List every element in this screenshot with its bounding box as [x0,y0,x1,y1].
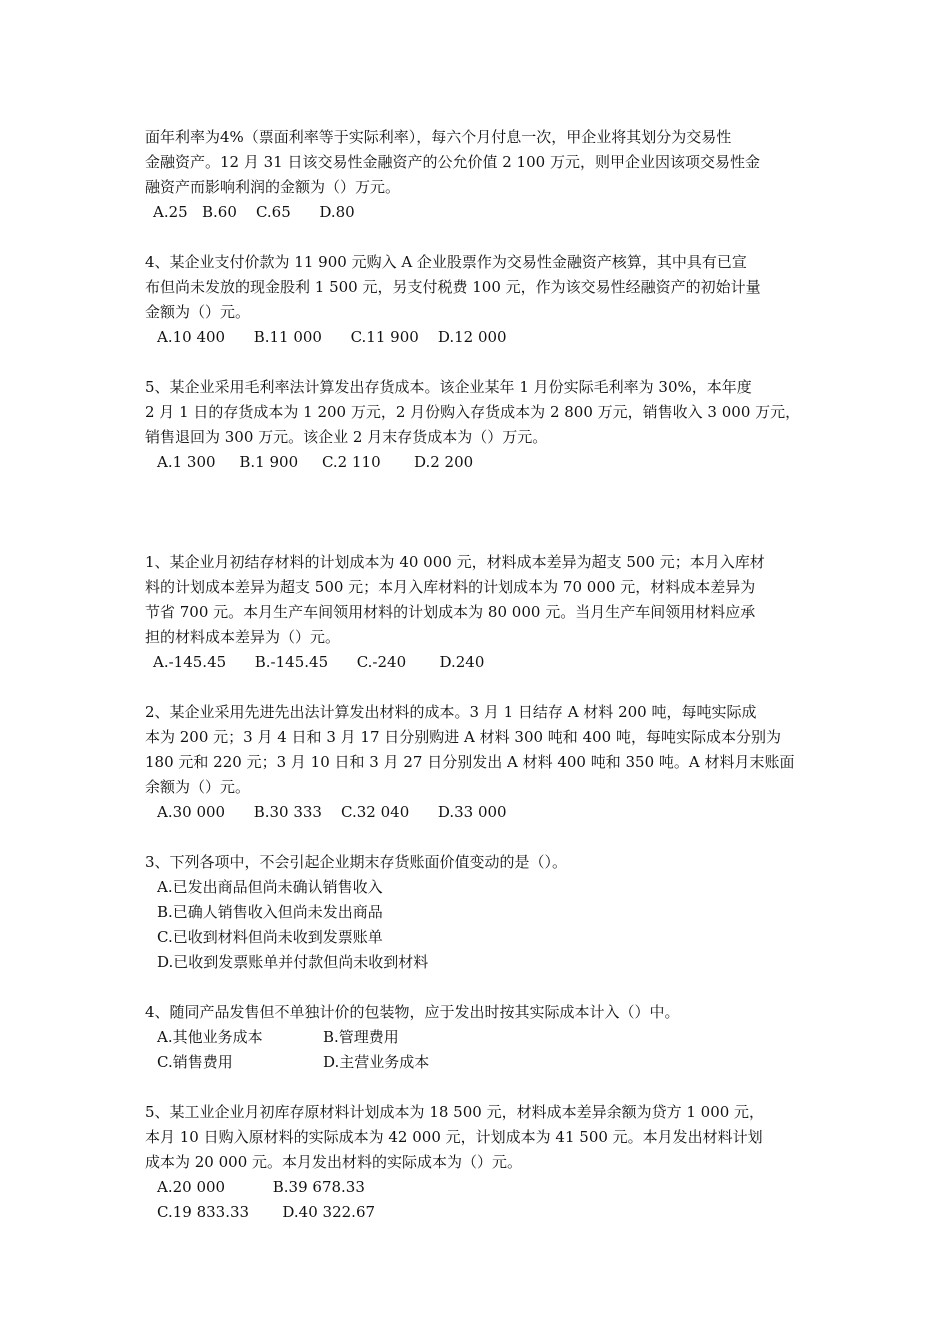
question-text-line: 布但尚未发放的现金股利 1 500 元，另支付税费 100 元，作为该交易性经融资产的初始计量 [145,278,761,296]
question-text-line: 面年利率为4%（票面利率等于实际利率），每六个月付息一次，甲企业将其划分为交易性 [145,128,732,146]
answer-options: A.10 400 B.11 000 C.11 900 D.12 000 [157,328,507,346]
question-text-line: 成本为 20 000 元。本月发出材料的实际成本为（）元。 [145,1153,523,1171]
answer-option-b: B.管理费用 [323,1028,399,1046]
question-text-line: 本为 200 元；3 月 4 日和 3 月 17 日分别购进 A 材料 300 吨和 400 吨，每吨实际成本分别为 [145,728,781,746]
answer-option-c: C.已收到材料但尚未收到发票账单 [157,928,383,946]
question-text-line: 融资产而影响利润的金额为（）万元。 [145,178,401,196]
answer-options: A.20 000 B.39 678.33 [157,1178,365,1196]
question-p1-q4 [145,250,815,350]
answer-option-b: B.已确人销售收入但尚未发出商品 [157,903,383,921]
question-text-line: 4、随同产品发售但不单独计价的包装物，应于发出时按其实际成本计入（）中。 [145,1003,680,1021]
answer-options-row [145,1050,815,1075]
question-text-line: 余额为（）元。 [145,778,251,796]
question-text-line: 销售退回为 300 万元。该企业 2 月末存货成本为（）万元。 [145,428,548,446]
question-text-line: 节省 700 元。本月生产车间领用材料的计划成本为 80 000 元。当月生产车间领用材料应承 [145,603,756,621]
answer-option-d: D.主营业务成本 [323,1053,430,1071]
answer-option-a: A.其他业务成本 [157,1028,263,1046]
question-text-line: 1、某企业月初结存材料的计划成本为 40 000 元，材料成本差异为超支 500 元；本月入库材 [145,553,765,571]
question-text-line: 180 元和 220 元；3 月 10 日和 3 月 27 日分别发出 A 材料 400 吨和 350 吨。A 材料月末账面 [145,753,795,771]
question-p1-q5 [145,375,815,475]
answer-options: C.19 833.33 D.40 322.67 [157,1203,376,1221]
answer-options: A.1 300 B.1 900 C.2 110 D.2 200 [157,453,474,471]
question-p2-q4 [145,1000,815,1075]
question-text-line: 2、某企业采用先进先出法计算发出材料的成本。3 月 1 日结存 A 材料 200 吨，每吨实际成 [145,703,757,721]
answer-option-a: A.已发出商品但尚未确认销售收入 [157,878,383,896]
answer-option-c: C.销售费用 [157,1053,233,1071]
question-p2-q2 [145,700,815,825]
question-p1-q3 [145,125,815,225]
question-p2-q1 [145,550,815,675]
question-text-line: 3、下列各项中，不会引起企业期末存货账面价值变动的是（）。 [145,853,568,871]
question-text-line: 4、某企业支付价款为 11 900 元购入 A 企业股票作为交易性金融资产核算，其中具有已宣 [145,253,747,271]
question-text-line: 2 月 1 日的存货成本为 1 200 万元，2 月份购入存货成本为 2 800 万元，销售收入 3 000 万元， [145,403,801,421]
answer-options: A.30 000 B.30 333 C.32 040 D.33 000 [157,803,507,821]
question-p2-q3 [145,850,815,975]
answer-option-d: D.已收到发票账单并付款但尚未收到材料 [157,953,429,971]
answer-options: A.-145.45 B.-145.45 C.-240 D.240 [153,653,485,671]
question-text-line: 料的计划成本差异为超支 500 元；本月入库材料的计划成本为 70 000 元，材料成本差异为 [145,578,756,596]
question-text-line: 5、某工业企业月初库存原材料计划成本为 18 500 元，材料成本差异余额为贷方 1 000 元， [145,1103,765,1121]
question-p2-q5 [145,1100,815,1225]
answer-options-row [145,1025,815,1050]
question-text-line: 金额为（）元。 [145,303,251,321]
question-text-line: 担的材料成本差异为（）元。 [145,628,341,646]
answer-options: A.25 B.60 C.65 D.80 [153,203,355,221]
question-text-line: 5、某企业采用毛利率法计算发出存货成本。该企业某年 1 月份实际毛利率为 30%，本年度 [145,378,752,396]
question-text-line: 金融资产。12 月 31 日该交易性金融资产的公允价值 2 100 万元，则甲企业因该项交易性金 [145,153,760,171]
question-text-line: 本月 10 日购入原材料的实际成本为 42 000 元，计划成本为 41 500 元。本月发出材料计划 [145,1128,763,1146]
document-page [145,125,815,1225]
